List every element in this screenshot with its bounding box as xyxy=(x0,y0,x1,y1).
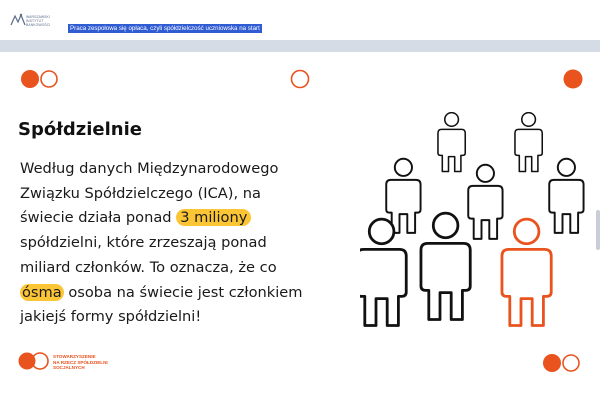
organization-name: STOWARZYSZENIE NA RZECZ SPÓŁDZIELNI SOCJALNYCH xyxy=(53,354,108,371)
paragraph-line xyxy=(20,281,350,306)
circle-filled-icon xyxy=(562,68,584,90)
slide-heading: Spółdzielnie xyxy=(18,119,142,140)
scrollbar[interactable] xyxy=(596,210,600,250)
paragraph-line: jakiejś formy spółdzielni! xyxy=(20,308,202,326)
paragraph-text: świecie działa ponad xyxy=(20,209,177,227)
person-icon xyxy=(549,159,583,233)
paragraph-line: Według danych Międzynarodowego xyxy=(20,160,279,177)
paragraph-text: osoba na świecie jest członkiem xyxy=(63,283,303,301)
institute-logo-icon xyxy=(10,13,26,27)
organization-logo-icon xyxy=(18,350,52,372)
paragraph-line: Związku Spółdzielczego (ICA), na xyxy=(20,184,261,202)
slide-paragraph xyxy=(20,157,350,330)
circle-pair-icon xyxy=(540,352,584,374)
people-group-icon xyxy=(360,112,596,342)
institute-logo-text: WARSZAWSKI INSTYTUT BANKOWOŚCI xyxy=(26,15,51,27)
document-title[interactable]: Praca zespołowa się opłaca, czyli spółdzielczość uczniowska na start xyxy=(70,25,260,32)
gray-band xyxy=(0,40,600,52)
person-icon xyxy=(360,219,406,325)
highlight-3-million: 3 miliony xyxy=(176,209,251,226)
circle-outline-icon xyxy=(289,68,311,90)
person-icon xyxy=(515,113,542,172)
institute-logo xyxy=(10,13,65,33)
person-icon xyxy=(421,213,470,319)
top-bar xyxy=(0,0,600,40)
person-highlighted-icon xyxy=(502,219,551,325)
person-icon xyxy=(438,113,465,172)
paragraph-line: spółdzielni, które zrzeszają ponad xyxy=(20,234,267,252)
paragraph-line xyxy=(20,206,350,231)
paragraph-line: miliard członków. To oznacza, że co xyxy=(20,258,277,276)
person-icon xyxy=(386,159,420,233)
highlight-osma: ósma xyxy=(22,283,62,301)
person-icon xyxy=(468,165,502,239)
circle-decoration-icon xyxy=(20,68,60,90)
